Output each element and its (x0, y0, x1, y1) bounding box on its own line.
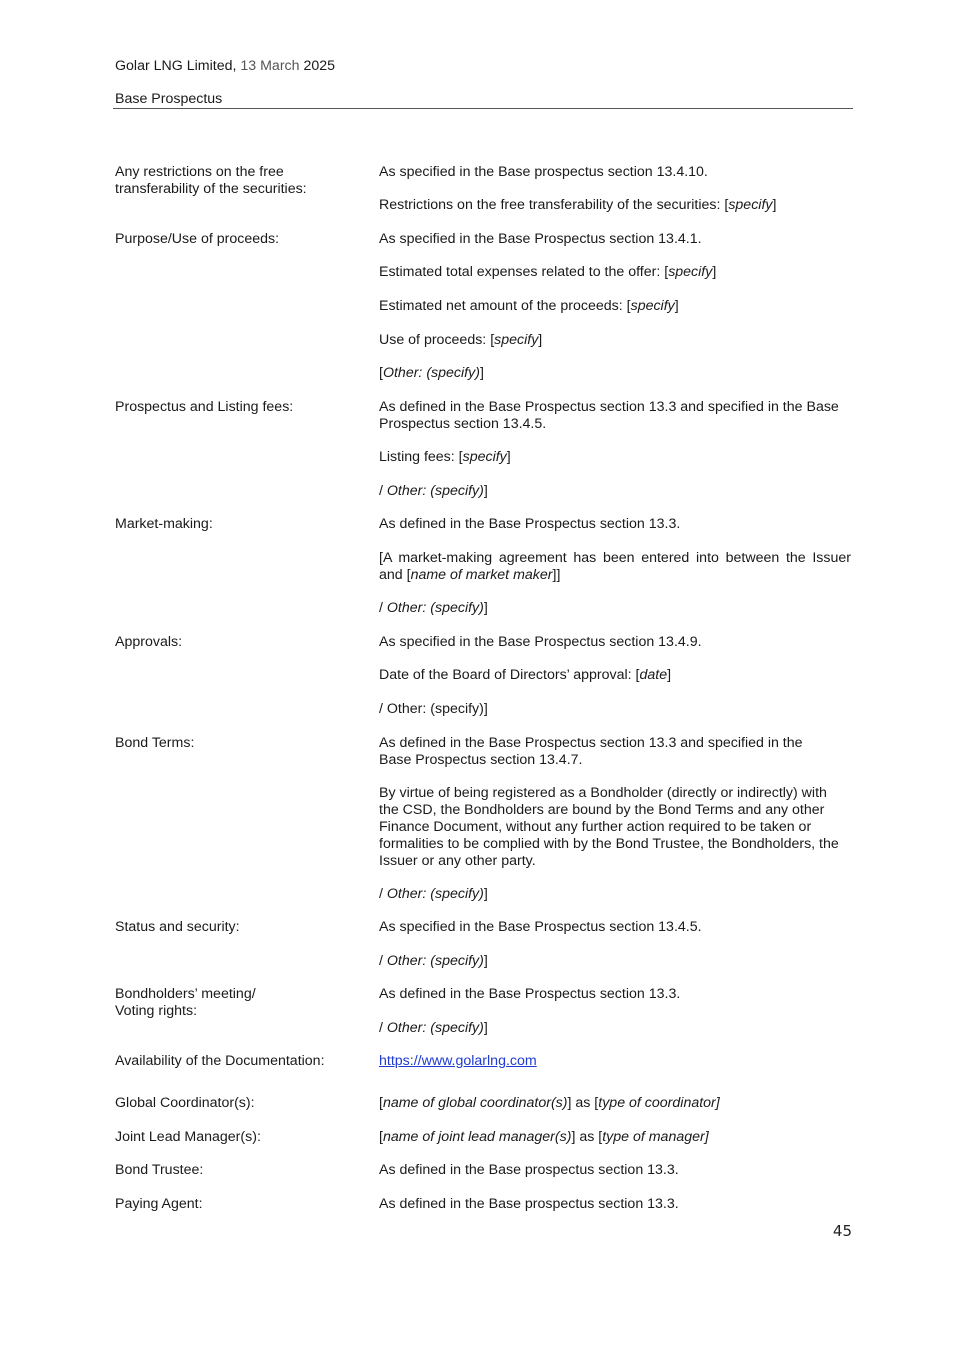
value-joint-lead-manager: [name of joint lead manager(s)] as [type of manager] (379, 1129, 709, 1145)
value-approvals-2: Date of the Board of Directors’ approval: [date] (379, 667, 672, 683)
value-purpose-1: As specified in the Base Prospectus section 13.4.1. (379, 231, 702, 247)
value-market-1: As defined in the Base Prospectus section 13.3. (379, 516, 681, 532)
label-meeting: Bondholders’ meeting/ Voting rights: (115, 986, 256, 1019)
label-paying-agent: Paying Agent: (115, 1196, 203, 1212)
value-approvals-1: As specified in the Base Prospectus section 13.4.9. (379, 634, 702, 650)
label-documentation: Availability of the Documentation: (115, 1053, 325, 1069)
running-header-title: Base Prospectus (115, 91, 223, 107)
header-rule (113, 108, 853, 109)
value-restrictions-1: As specified in the Base prospectus section 13.4.10. (379, 164, 708, 180)
value-market-3: / Other: (specify)] (379, 600, 488, 616)
value-approvals-3: / Other: (specify)] (379, 701, 488, 717)
label-global-coordinator: Global Coordinator(s): (115, 1095, 255, 1111)
value-purpose-4: Use of proceeds: [specify] (379, 332, 543, 348)
value-global-coordinator: [name of global coordinator(s)] as [type of coordinator] (379, 1095, 720, 1111)
page-number: 45 (832, 1222, 852, 1240)
value-restrictions-2: Restrictions on the free transferability of the securities: [specify] (379, 197, 777, 213)
value-fees-3: / Other: (specify)] (379, 483, 488, 499)
value-bond-terms-3: / Other: (specify)] (379, 886, 488, 902)
value-status-1: As specified in the Base Prospectus section 13.4.5. (379, 919, 702, 935)
label-status: Status and security: (115, 919, 240, 935)
running-header-company: Golar LNG Limited, 13 March 2025 (115, 58, 336, 74)
value-purpose-5: [Other: (specify)] (379, 365, 484, 381)
value-status-2: / Other: (specify)] (379, 953, 488, 969)
value-bond-terms-2: By virtue of being registered as a Bondholder (directly or indirectly) with the CSD, the Bondholders are bound by the Bond Terms and any other Finance Document, without any further action required to be taken or formalities to be complied with by the Bond Trustee, the Bondholders, the Issuer or any other party. (379, 785, 839, 869)
value-paying-agent: As defined in the Base prospectus section 13.3. (379, 1196, 679, 1212)
value-bond-trustee: As defined in the Base prospectus section 13.3. (379, 1162, 679, 1178)
value-meeting-2: / Other: (specify)] (379, 1020, 488, 1036)
value-purpose-3: Estimated net amount of the proceeds: [specify] (379, 298, 679, 314)
header-date: 13 March (240, 58, 300, 74)
header-year: 2025 (303, 58, 336, 74)
value-fees-1: As defined in the Base Prospectus section 13.3 and specified in the Base Prospectus section 13.4.5. (379, 399, 839, 432)
label-purpose: Purpose/Use of proceeds: (115, 231, 280, 247)
value-market-2: [A market-making agreement has been entered into between the Issuer and [name of market maker]] (379, 550, 851, 583)
label-joint-lead-manager: Joint Lead Manager(s): (115, 1129, 261, 1145)
label-fees: Prospectus and Listing fees: (115, 399, 294, 415)
value-fees-2: Listing fees: [specify] (379, 449, 511, 465)
label-bond-trustee: Bond Trustee: (115, 1162, 204, 1178)
documentation-link[interactable]: https://www.golarlng.com (379, 1053, 537, 1069)
value-purpose-2: Estimated total expenses related to the offer: [specify] (379, 264, 717, 280)
value-meeting-1: As defined in the Base Prospectus section 13.3. (379, 986, 681, 1002)
value-documentation (379, 1053, 851, 1070)
label-restrictions: Any restrictions on the free transferability of the securities: (115, 164, 307, 197)
label-bond-terms: Bond Terms: (115, 735, 195, 751)
label-approvals: Approvals: (115, 634, 183, 650)
value-bond-terms-1: As defined in the Base Prospectus section 13.3 and specified in the Base Prospectus section 13.4.7. (379, 735, 803, 768)
label-market-making: Market-making: (115, 516, 213, 532)
